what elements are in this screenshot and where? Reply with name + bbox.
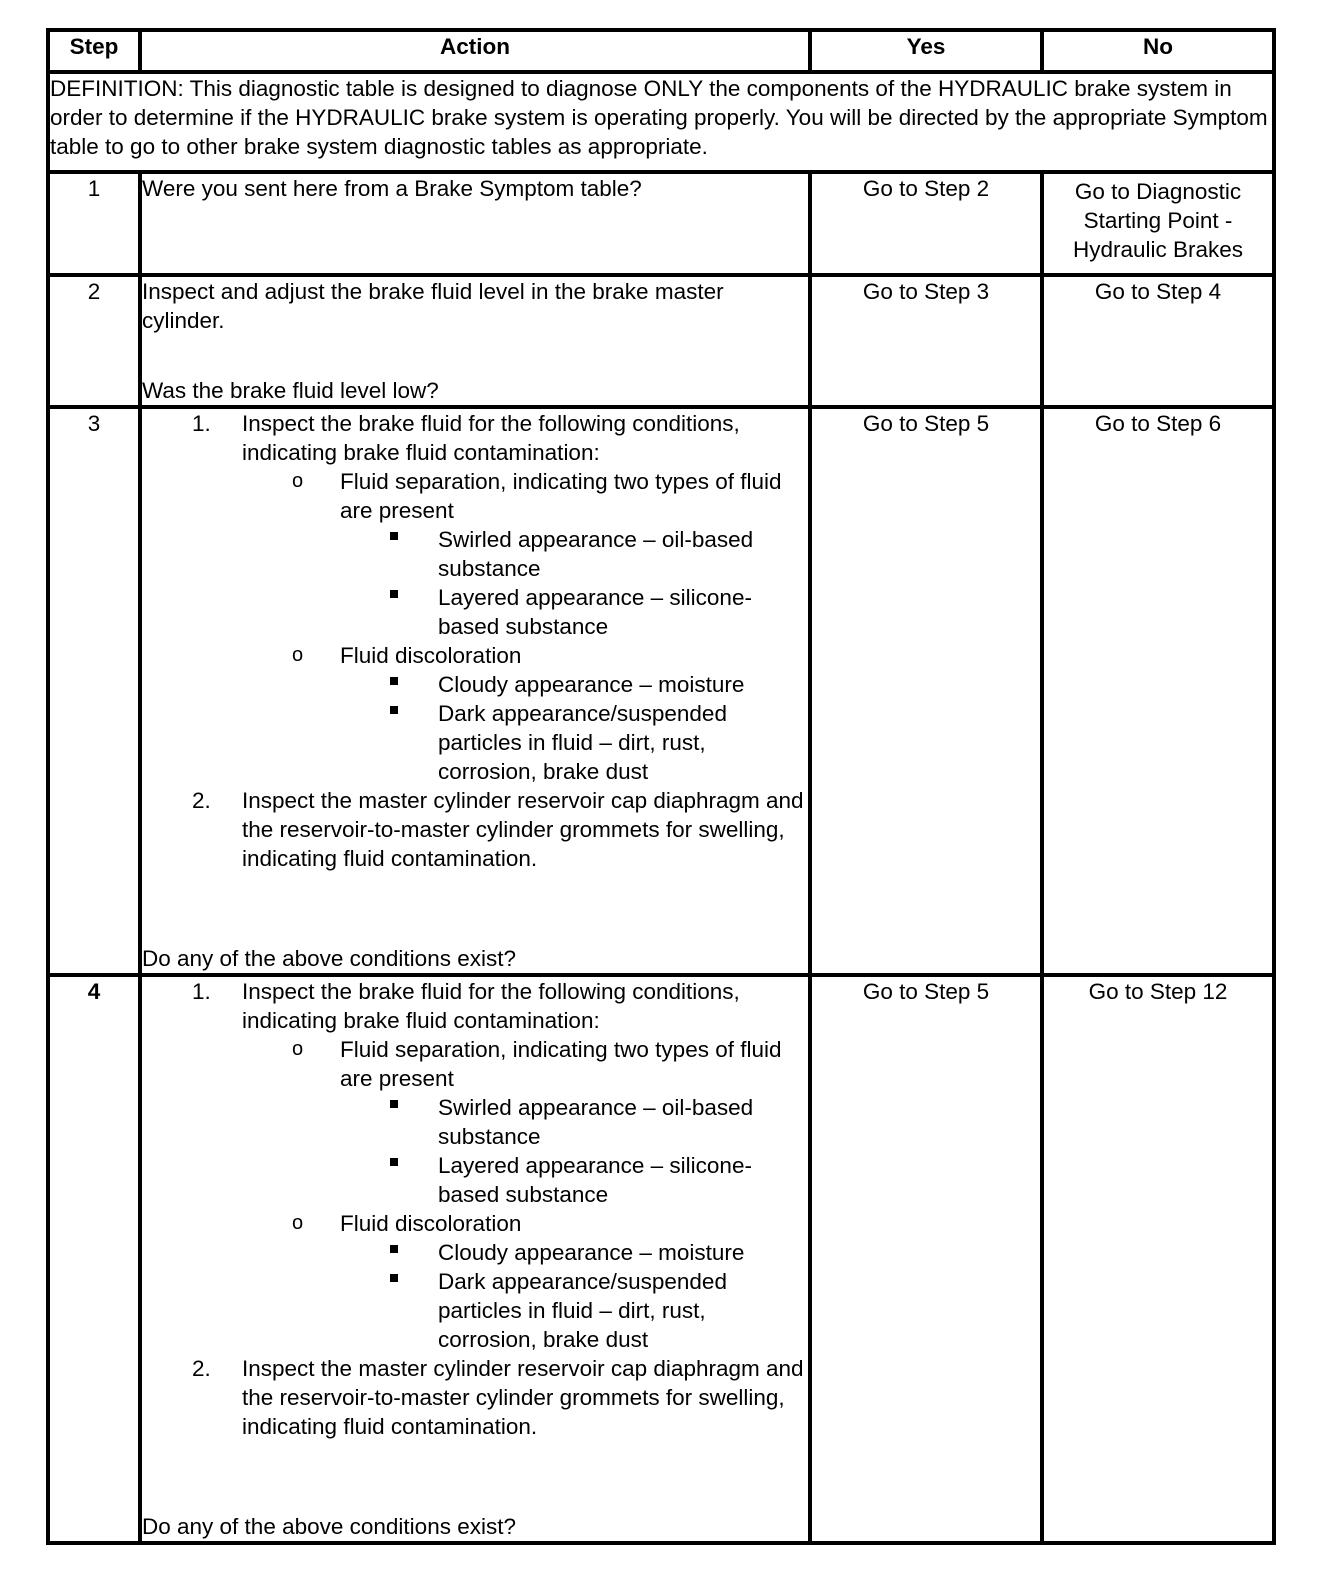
inspection-list bbox=[142, 977, 808, 1441]
no-cell: Go to Diagnostic Starting Point - Hydraulic Brakes bbox=[1042, 172, 1274, 275]
square-bullet-icon bbox=[390, 1274, 398, 1282]
list-item-text: Swirled appearance – oil-based substance bbox=[438, 1095, 754, 1149]
question-text: Do any of the above conditions exist? bbox=[142, 1514, 516, 1539]
square-bullet-icon bbox=[390, 706, 398, 714]
list-item-text: Dark appearance/suspended particles in fluid – dirt, rust, corrosion, brake dust bbox=[438, 1269, 727, 1352]
list-item-text: Fluid discoloration bbox=[340, 1211, 522, 1236]
question-text: Do any of the above conditions exist? bbox=[142, 946, 516, 971]
list-item bbox=[142, 409, 808, 786]
table-row bbox=[48, 975, 1274, 1543]
list-item-text: Swirled appearance – oil-based substance bbox=[438, 527, 754, 581]
list-item-text: Inspect the master cylinder reservoir cap diaphragm and the reservoir-to-master cylinder grommets for swelling, indicating fluid contamination. bbox=[242, 1356, 804, 1439]
square-bullet-icon bbox=[390, 590, 398, 598]
list-item-text: Fluid discoloration bbox=[340, 643, 522, 668]
table-row bbox=[48, 275, 1274, 407]
diagnostic-table bbox=[46, 28, 1276, 1545]
list-item bbox=[340, 699, 808, 786]
step-number: 1 bbox=[48, 172, 140, 275]
header-action: Action bbox=[140, 30, 810, 72]
list-item-text: Dark appearance/suspended particles in fluid – dirt, rust, corrosion, brake dust bbox=[438, 701, 727, 784]
list-item bbox=[142, 786, 808, 873]
header-row bbox=[48, 30, 1274, 72]
square-bullet-icon bbox=[390, 1245, 398, 1253]
square-bullet-icon bbox=[390, 532, 398, 540]
square-bullet-icon bbox=[390, 1100, 398, 1108]
list-item-text: Layered appearance – silicone-based substance bbox=[438, 1153, 752, 1207]
definition-row bbox=[48, 72, 1274, 172]
table-row bbox=[48, 172, 1274, 275]
action-cell bbox=[140, 975, 810, 1543]
question-text: Were you sent here from a Brake Symptom table? bbox=[142, 176, 642, 201]
header-step: Step bbox=[48, 30, 140, 72]
header-no: No bbox=[1042, 30, 1274, 72]
list-item-text: Fluid separation, indicating two types of fluid are present bbox=[340, 1037, 782, 1091]
list-item bbox=[142, 1354, 808, 1441]
list-item bbox=[142, 977, 808, 1354]
square-bullet-icon bbox=[390, 677, 398, 685]
list-item bbox=[242, 467, 808, 641]
list-item bbox=[242, 641, 808, 786]
list-item bbox=[242, 1035, 808, 1209]
no-cell: Go to Step 6 bbox=[1042, 407, 1274, 975]
list-item bbox=[340, 1267, 808, 1354]
step-number: 3 bbox=[48, 407, 140, 975]
table-row bbox=[48, 407, 1274, 975]
no-cell: Go to Step 4 bbox=[1042, 275, 1274, 407]
list-item bbox=[340, 1238, 808, 1267]
list-number: 2. bbox=[192, 1356, 211, 1381]
inspection-list bbox=[142, 409, 808, 873]
list-item-text: Layered appearance – silicone-based substance bbox=[438, 585, 752, 639]
list-item bbox=[340, 670, 808, 699]
list-item-text: Inspect the brake fluid for the following conditions, indicating brake fluid contamination: bbox=[242, 979, 740, 1033]
list-item-text: Inspect the master cylinder reservoir cap diaphragm and the reservoir-to-master cylinder grommets for swelling, indicating fluid contamination. bbox=[242, 788, 804, 871]
list-item-text: Fluid separation, indicating two types of fluid are present bbox=[340, 469, 782, 523]
circle-bullet-icon: o bbox=[292, 1212, 304, 1234]
question-text: Was the brake fluid level low? bbox=[142, 378, 439, 403]
circle-bullet-icon: o bbox=[292, 1038, 304, 1060]
circle-bullet-icon: o bbox=[292, 644, 304, 666]
list-number: 1. bbox=[192, 411, 211, 436]
action-cell bbox=[140, 407, 810, 975]
list-item bbox=[340, 1151, 808, 1209]
no-cell: Go to Step 12 bbox=[1042, 975, 1274, 1543]
yes-cell: Go to Step 3 bbox=[810, 275, 1042, 407]
list-number: 1. bbox=[192, 979, 211, 1004]
list-item-text: Cloudy appearance – moisture bbox=[438, 672, 745, 697]
step-number: 4 bbox=[48, 975, 140, 1543]
list-item bbox=[242, 1209, 808, 1354]
list-item-text: Cloudy appearance – moisture bbox=[438, 1240, 745, 1265]
list-item-text: Inspect the brake fluid for the following conditions, indicating brake fluid contamination: bbox=[242, 411, 740, 465]
step-number: 2 bbox=[48, 275, 140, 407]
list-number: 2. bbox=[192, 788, 211, 813]
yes-cell: Go to Step 5 bbox=[810, 975, 1042, 1543]
list-item bbox=[340, 583, 808, 641]
square-bullet-icon bbox=[390, 1158, 398, 1166]
yes-cell: Go to Step 2 bbox=[810, 172, 1042, 275]
action-cell bbox=[140, 275, 810, 407]
action-cell bbox=[140, 172, 810, 275]
definition-text: DEFINITION: This diagnostic table is designed to diagnose ONLY the components of the HYDRAULIC brake system in order to determine if the HYDRAULIC brake system is operating properly. You will be directed by the appropriate Symptom table to go to other brake system diagnostic tables as appropriate. bbox=[48, 72, 1274, 172]
header-yes: Yes bbox=[810, 30, 1042, 72]
list-item bbox=[340, 525, 808, 583]
circle-bullet-icon: o bbox=[292, 470, 304, 492]
instruction-text: Inspect and adjust the brake fluid level in the brake master cylinder. bbox=[142, 279, 724, 333]
yes-cell: Go to Step 5 bbox=[810, 407, 1042, 975]
list-item bbox=[340, 1093, 808, 1151]
